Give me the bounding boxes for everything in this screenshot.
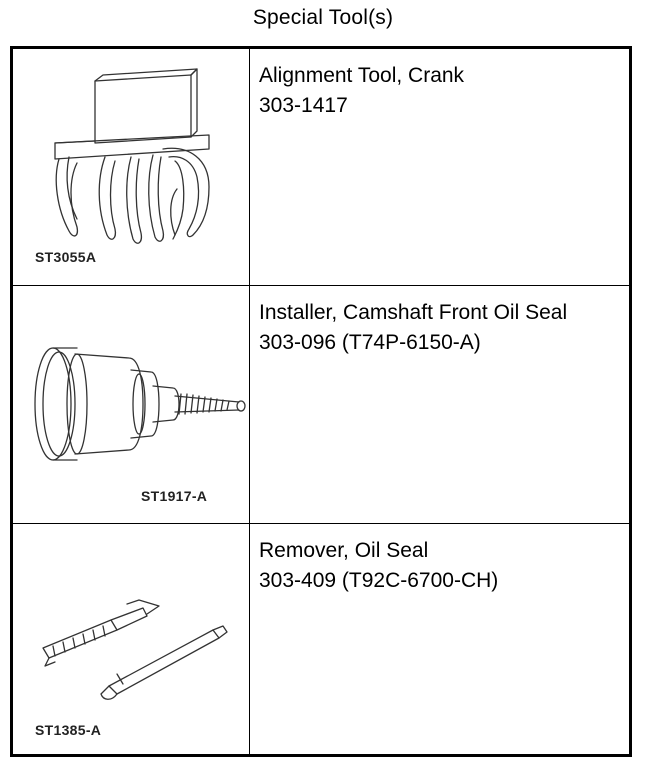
tool-description-cell bbox=[250, 286, 629, 524]
tool-description-cell bbox=[250, 49, 629, 285]
camshaft-seal-installer-icon bbox=[13, 286, 249, 524]
tool-image-cell bbox=[13, 524, 250, 755]
illustration-code: ST3055A bbox=[35, 249, 97, 265]
special-tools-table bbox=[10, 46, 632, 757]
illustration-code: ST1385-A bbox=[35, 722, 102, 738]
tool-number: 303-1417 bbox=[259, 94, 348, 117]
tool-name: Alignment Tool, Crank bbox=[259, 64, 465, 87]
illustration-code: ST1917-A bbox=[141, 488, 208, 504]
oil-seal-remover-icon bbox=[13, 524, 249, 755]
tool-description-cell bbox=[250, 524, 629, 755]
tool-row-oil-seal-remover bbox=[13, 523, 629, 755]
tool-name: Remover, Oil Seal bbox=[259, 539, 429, 562]
tool-row-alignment-tool bbox=[13, 49, 629, 285]
tool-name: Installer, Camshaft Front Oil Seal bbox=[259, 301, 568, 324]
page-title: Special Tool(s) bbox=[252, 6, 394, 29]
tool-row-camshaft-seal-installer bbox=[13, 285, 629, 524]
tool-image-cell bbox=[13, 286, 250, 524]
tool-image-cell bbox=[13, 49, 250, 285]
tool-number: 303-096 (T74P-6150-A) bbox=[259, 331, 481, 354]
tool-number: 303-409 (T92C-6700-CH) bbox=[259, 569, 499, 592]
